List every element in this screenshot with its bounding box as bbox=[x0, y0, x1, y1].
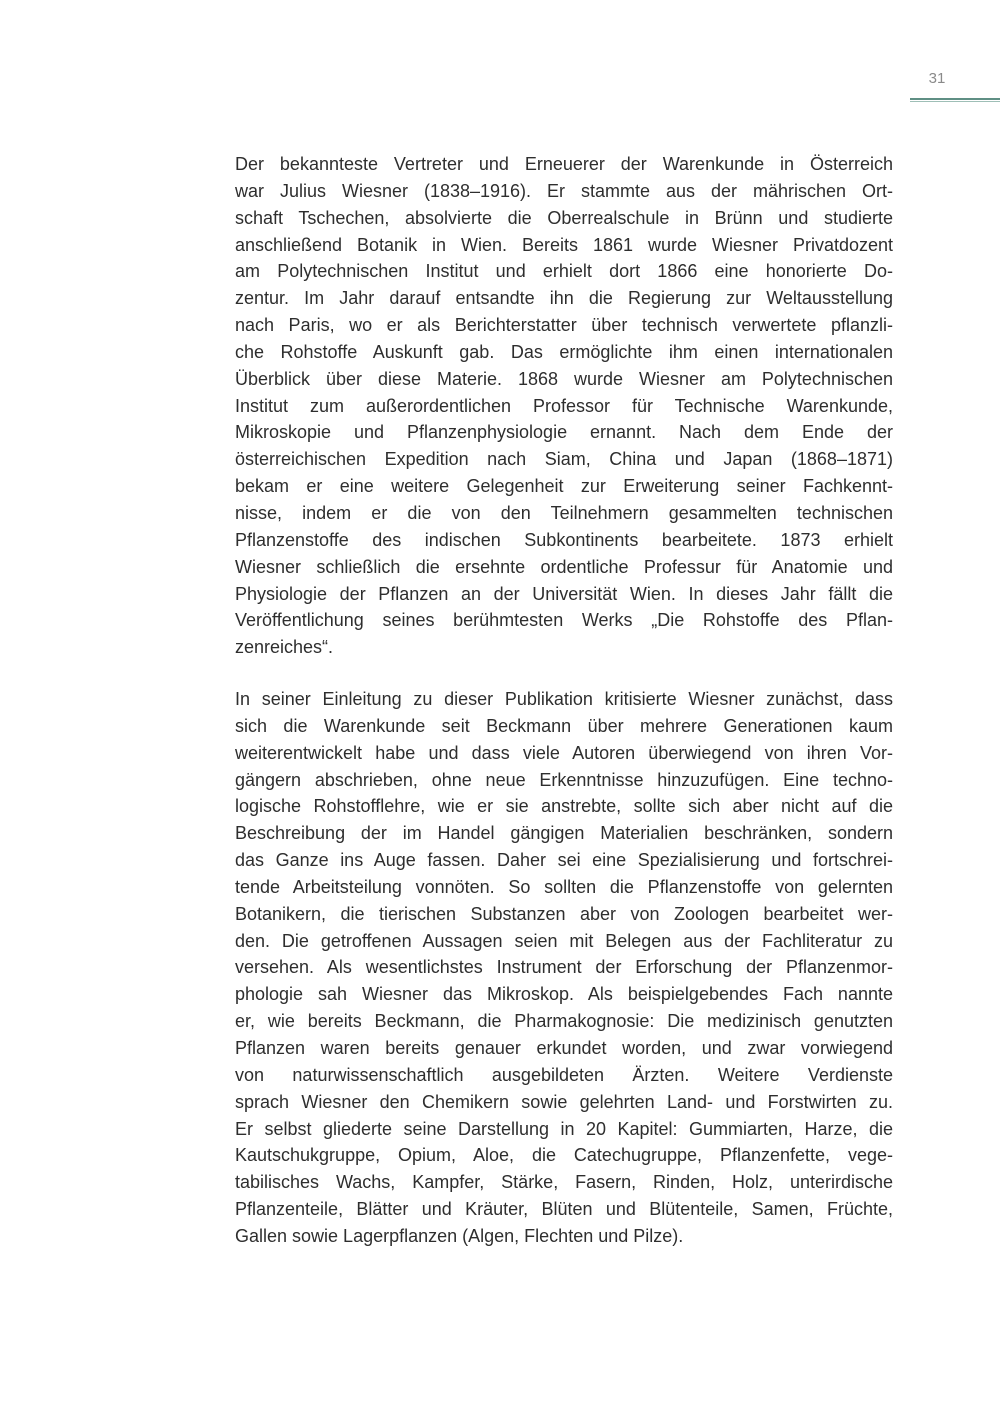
text-line: Gallen sowie Lagerpflanzen (Algen, Flechten und Pilze). bbox=[235, 1225, 684, 1246]
text-line: den. Die getroffenen Aussagen seien mit Belegen aus der Fachliteratur zu bbox=[235, 930, 893, 951]
text-line: Pflanzenteile, Blätter und Kräuter, Blüten und Blütenteile, Samen, Früchte, bbox=[235, 1199, 893, 1220]
text-line: Der bekannteste Vertreter und Erneuerer der Warenkunde in Österreich bbox=[235, 154, 893, 174]
text-line: Mikroskopie und Pflanzenphysiologie ernannt. Nach dem Ende der bbox=[235, 422, 893, 443]
text-line: Pflanzen waren bereits genauer erkundet worden, und zwar vorwiegend bbox=[235, 1037, 893, 1058]
text-line: gängern abschrieben, ohne neue Erkenntnisse hinzuzufügen. Eine techno- bbox=[235, 769, 893, 790]
text-line: von naturwissenschaftlich ausgebildeten Ärzten. Weitere Verdienste bbox=[235, 1064, 893, 1085]
text-line: versehen. Als wesentlichstes Instrument der Erforschung der Pflanzenmor- bbox=[235, 957, 893, 978]
text-line: weiterentwickelt habe und dass viele Autoren überwiegend von ihren Vor- bbox=[235, 742, 893, 763]
text-line: nach Paris, wo er als Berichterstatter über technisch verwertete pflanzli- bbox=[235, 315, 893, 336]
text-line: Beschreibung der im Handel gängigen Materialien beschränken, sondern bbox=[235, 823, 893, 844]
text-line: Physiologie der Pflanzen an der Universität Wien. In dieses Jahr fällt die bbox=[235, 583, 893, 604]
text-line: che Rohstoffe Auskunft gab. Das ermöglichte ihm einen internationalen bbox=[235, 341, 893, 362]
text-line: Er selbst gliederte seine Darstellung in 20 Kapitel: Gummiarten, Harze, die bbox=[235, 1118, 893, 1139]
text-line: österreichischen Expedition nach Siam, China und Japan (1868–1871) bbox=[235, 449, 893, 470]
text-line: sprach Wiesner den Chemikern sowie gelehrten Land- und Forstwirten zu. bbox=[235, 1091, 893, 1112]
text-line: anschließend Botanik in Wien. Bereits 1861 wurde Wiesner Privatdozent bbox=[235, 234, 893, 255]
text-line: Pflanzenstoffe des indischen Subkontinents bearbeitete. 1873 erhielt bbox=[235, 529, 893, 550]
text-line: nisse, indem er die von den Teilnehmern gesammelten technischen bbox=[235, 502, 893, 523]
paragraph-1 bbox=[235, 151, 893, 661]
text-line: logische Rohstofflehre, wie er sie anstrebte, sollte sich aber nicht auf die bbox=[235, 796, 893, 817]
text-line: am Polytechnischen Institut und erhielt dort 1866 eine honorierte Do- bbox=[235, 261, 893, 282]
text-line: tende Arbeitsteilung vonnöten. So sollten die Pflanzenstoffe von gelernten bbox=[235, 876, 893, 897]
text-line: tabilisches Wachs, Kampfer, Stärke, Fasern, Rinden, Holz, unterirdische bbox=[235, 1172, 893, 1193]
text-line: phologie sah Wiesner das Mikroskop. Als beispielgebendes Fach nannte bbox=[235, 984, 893, 1005]
text-line: war Julius Wiesner (1838–1916). Er stammte aus der mährischen Ort- bbox=[235, 180, 893, 201]
text-line: Überblick über diese Materie. 1868 wurde Wiesner am Polytechnischen bbox=[235, 368, 893, 389]
text-line: das Ganze ins Auge fassen. Daher sei eine Spezialisierung und fortschrei- bbox=[235, 850, 893, 871]
paragraph-2 bbox=[235, 686, 893, 1250]
text-line: Kautschukgruppe, Opium, Aloe, die Catechugruppe, Pflanzenfette, vege- bbox=[235, 1145, 893, 1166]
page-number: 31 bbox=[928, 70, 946, 87]
text-line: Institut zum außerordentlichen Professor für Technische Warenkunde, bbox=[235, 395, 893, 416]
text-line: zenreiches“. bbox=[235, 637, 334, 658]
text-line: zentur. Im Jahr darauf entsandte ihn die Regierung zur Weltausstellung bbox=[235, 288, 893, 309]
text-line: er, wie bereits Beckmann, die Pharmakognosie: Die medizinisch genutzten bbox=[235, 1011, 893, 1032]
text-line: Botanikern, die tierischen Substanzen aber von Zoologen bearbeitet wer- bbox=[235, 903, 893, 924]
text-line: sich die Warenkunde seit Beckmann über mehrere Generationen kaum bbox=[235, 715, 893, 736]
text-line: schaft Tschechen, absolvierte die Oberrealschule in Brünn und studierte bbox=[235, 207, 893, 228]
header-rule bbox=[910, 98, 1000, 102]
text-line: Wiesner schließlich die ersehnte ordentliche Professur für Anatomie und bbox=[235, 556, 893, 577]
text-line: bekam er eine weitere Gelegenheit zur Erweiterung seiner Fachkennt- bbox=[235, 476, 893, 497]
text-line: In seiner Einleitung zu dieser Publikation kritisierte Wiesner zunächst, dass bbox=[235, 689, 893, 709]
text-line: Veröffentlichung seines berühmtesten Werks „Die Rohstoffe des Pflan- bbox=[235, 610, 893, 631]
